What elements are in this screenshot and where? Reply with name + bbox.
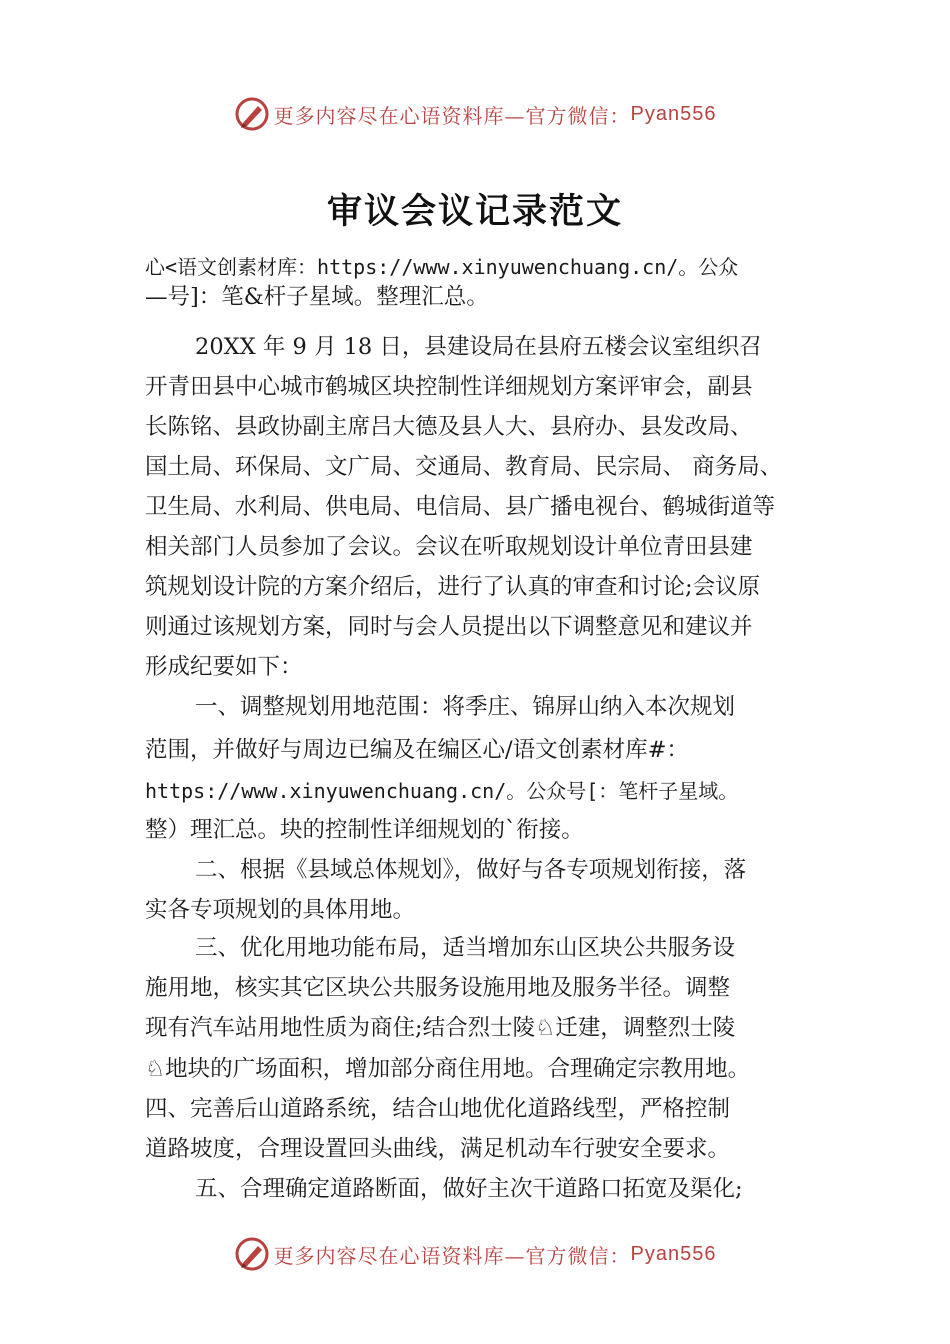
text-line: 心<语文创素材库：https://www.xinyuwenchuang.cn/。公众 — [145, 255, 739, 279]
pen-logo-icon — [234, 96, 270, 132]
text-line: 五、合理确定道路断面，做好主次干道路口拓宽及渠化; — [195, 1176, 743, 1202]
text-line: https://www.xinyuwenchuang.cn/。公众号[：笔杆子星域。 — [145, 779, 739, 803]
text-line: 卫生局、水利局、供电局、电信局、县广播电视台、鹤城街道等 — [145, 494, 776, 520]
text-line: 形成纪要如下： — [145, 654, 303, 680]
text-line: 三、优化用地功能布局，适当增加东山区块公共服务设 — [195, 935, 736, 961]
text-line: ♘地块的广场面积，增加部分商住用地。合理确定宗教用地。 — [145, 1056, 751, 1082]
text-line: 20XX 年 9 月 18 日，县建设局在县府五楼会议室组织召 — [195, 334, 762, 360]
text-line: 相关部门人员参加了会议。会议在听取规划设计单位青田县建 — [145, 534, 753, 560]
text-line: 长陈铭、县政协副主席吕大德及县人大、县府办、县发改局、 — [145, 414, 753, 440]
text-line: 施用地，核实其它区块公共服务设施用地及服务半径。调整 — [145, 975, 731, 1001]
header-banner — [0, 94, 950, 134]
banner-contact: Pyan556 — [630, 1242, 717, 1265]
text-line: 国土局、环保局、文广局、交通局、教育局、民宗局、 商务局、 — [145, 454, 783, 480]
text-line: 则通过该规划方案，同时与会人员提出以下调整意见和建议并 — [145, 614, 753, 640]
banner-contact: Pyan556 — [630, 102, 717, 125]
footer-banner — [0, 1234, 950, 1274]
text-line: 二、根据《县域总体规划》，做好与各专项规划衔接，落 — [195, 857, 747, 883]
pen-logo-icon — [234, 1236, 270, 1272]
text-line: 道路坡度，合理设置回头曲线，满足机动车行驶安全要求。 — [145, 1136, 731, 1162]
text-line: —号]：笔&杆子星域。整理汇总。 — [145, 284, 489, 310]
text-line: 开青田县中心城市鹤城区块控制性详细规划方案评审会，副县 — [145, 374, 753, 400]
text-line: 整）理汇总。块的控制性详细规划的`衔接。 — [145, 817, 584, 843]
banner-text: 更多内容尽在心语资料库—官方微信： — [273, 1243, 631, 1268]
text-line: 四、完善后山道路系统，结合山地优化道路线型，严格控制 — [145, 1096, 731, 1122]
document-title: 审议会议记录范文 — [326, 191, 623, 232]
text-line: 范围，并做好与周边已编及在编区心/语文创素材库#： — [145, 737, 689, 763]
text-line: 一、调整规划用地范围：将季庄、锦屏山纳入本次规划 — [195, 694, 736, 720]
text-line: 现有汽车站用地性质为商住;结合烈士陵♘迁建，调整烈士陵 — [145, 1015, 736, 1041]
banner-text: 更多内容尽在心语资料库—官方微信： — [273, 103, 631, 128]
text-line: 实各专项规划的具体用地。 — [145, 897, 416, 923]
text-line: 筑规划设计院的方案介绍后，进行了认真的审查和讨论;会议原 — [145, 574, 761, 600]
